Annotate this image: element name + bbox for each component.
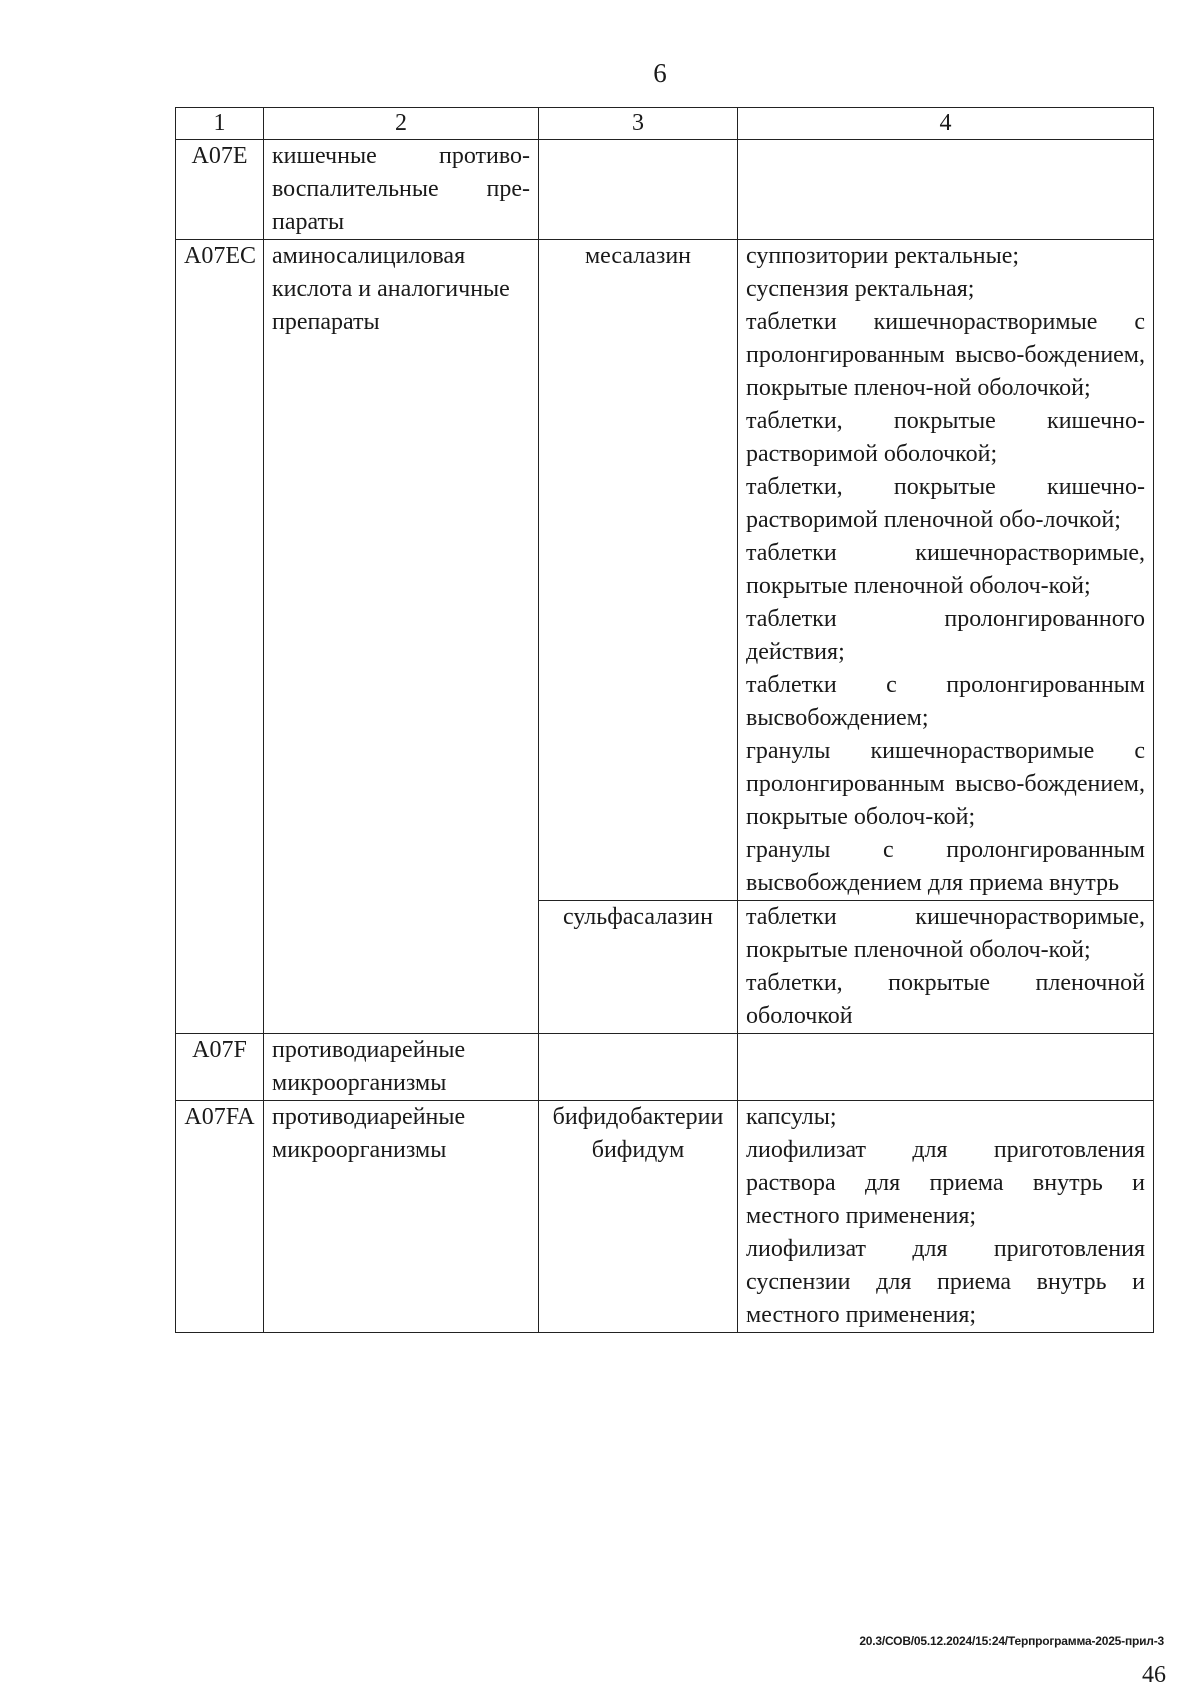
dosage-forms-cell bbox=[738, 1034, 1154, 1101]
atc-code-cell: A07EC bbox=[176, 240, 264, 1034]
column-header-1: 1 bbox=[176, 108, 264, 140]
medicines-table bbox=[175, 107, 1154, 1333]
page-number: 6 bbox=[653, 58, 667, 88]
dosage-form-item: таблетки с пролонгированным высвобождением; bbox=[746, 672, 1145, 731]
dosage-form-item: таблетки, покрытые пленочной оболочкой bbox=[746, 970, 1145, 1029]
dosage-form-item: таблетки кишечнорастворимые, покрытые пленочной оболоч-кой; bbox=[746, 904, 1145, 963]
table-row-a07fa bbox=[176, 1101, 1154, 1333]
dosage-forms-cell bbox=[738, 240, 1154, 901]
atc-code-cell: A07E bbox=[176, 140, 264, 240]
column-header-3: 3 bbox=[539, 108, 738, 140]
dosage-form-item: таблетки, покрытые кишечно-растворимой пленочной обо-лочкой; bbox=[746, 474, 1145, 533]
drug-name-cell: месалазин bbox=[539, 240, 738, 901]
atc-group-cell: аминосалициловая кислота и аналогичные препараты bbox=[264, 240, 539, 1034]
sheet-number: 46 bbox=[1142, 1662, 1166, 1688]
table-row-a07ec bbox=[176, 240, 1154, 901]
dosage-forms-cell bbox=[738, 901, 1154, 1034]
dosage-form-item: таблетки кишечнорастворимые, покрытые пленочной оболоч-кой; bbox=[746, 540, 1145, 599]
dosage-form-item: таблетки, покрытые кишечно-растворимой оболочкой; bbox=[746, 408, 1145, 467]
atc-group-cell: противодиарейные микроорганизмы bbox=[264, 1034, 539, 1101]
document-reference: 20.3/СОВ/05.12.2024/15:24/Терпрограмма-2025-прил-3 bbox=[859, 1634, 1164, 1648]
drug-name-cell bbox=[539, 1034, 738, 1101]
dosage-form-item: суппозитории ректальные; bbox=[746, 243, 1020, 269]
table-row-a07e bbox=[176, 140, 1154, 240]
drug-name-cell: сульфасалазин bbox=[539, 901, 738, 1034]
drug-name-cell: бифидобактерии бифидум bbox=[539, 1101, 738, 1333]
drug-name-cell bbox=[539, 140, 738, 240]
table-row-a07f bbox=[176, 1034, 1154, 1101]
table-header-row bbox=[176, 108, 1154, 140]
atc-group-cell: противодиарейные микроорганизмы bbox=[264, 1101, 539, 1333]
dosage-form-item: лиофилизат для приготовления раствора для приема внутрь и местного применения; bbox=[746, 1137, 1145, 1229]
atc-group-cell: кишечные противо-воспалительные пре-параты bbox=[264, 140, 539, 240]
dosage-form-item: гранулы кишечнорастворимые с пролонгированным высво-бождением, покрытые оболоч-кой; bbox=[746, 738, 1145, 830]
dosage-form-item: капсулы; bbox=[746, 1104, 837, 1130]
dosage-forms-cell bbox=[738, 140, 1154, 240]
atc-code-cell: A07FA bbox=[176, 1101, 264, 1333]
column-header-2: 2 bbox=[264, 108, 539, 140]
dosage-form-item: гранулы с пролонгированным высвобождением для приема внутрь bbox=[746, 837, 1145, 896]
dosage-form-item: таблетки пролонгированного действия; bbox=[746, 606, 1145, 665]
atc-code-cell: A07F bbox=[176, 1034, 264, 1101]
dosage-form-item: таблетки кишечнорастворимые с пролонгированным высво-бождением, покрытые пленоч-ной оболочкой; bbox=[746, 309, 1145, 401]
dosage-forms-cell bbox=[738, 1101, 1154, 1333]
dosage-form-item: лиофилизат для приготовления суспензии для приема внутрь и местного применения; bbox=[746, 1236, 1145, 1328]
column-header-4: 4 bbox=[738, 108, 1154, 140]
dosage-form-item: суспензия ректальная; bbox=[746, 276, 975, 302]
